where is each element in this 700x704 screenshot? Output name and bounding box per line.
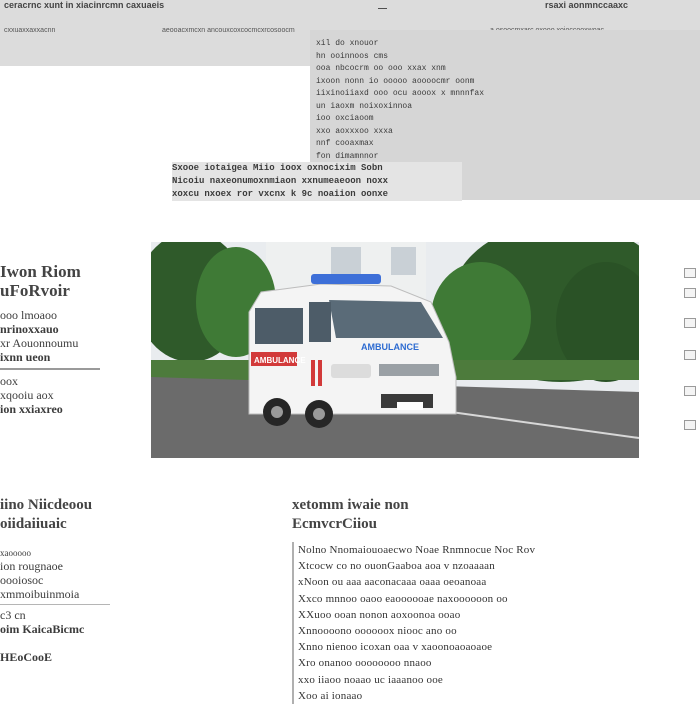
article-line: Xro onanoo oooooooo nnaoo: [298, 657, 432, 670]
tick-box: [684, 268, 696, 278]
article-line: xxo iiaoo noaao uc iaaanoo ooe: [298, 673, 443, 686]
bottom-left-line: ion rougnaoe: [0, 559, 63, 573]
index-list: [316, 38, 606, 163]
index-line: un iaoxm noixoxinnoa: [316, 101, 413, 111]
caption-block: [172, 162, 462, 201]
article-line: XXuoo ooan nonon aoxoonoa ooao: [298, 608, 461, 621]
left-panel-title: uFoRvoir: [0, 281, 70, 300]
article-line: Xxco mnnoo oaoo eaoooooae naxoooooon oo: [298, 592, 508, 605]
article-line: Xtcocw co no ouonGaaboa aoa v nzoaaaan: [298, 560, 495, 573]
left-panel-line: ooo lmoaoo: [0, 308, 57, 322]
article-line: xNoon ou aaa aaconacaaa oaaa oeoanoaa: [298, 576, 487, 589]
index-line: ioo oxciaoom: [316, 114, 374, 123]
bottom-left-line: oim KaicaBicmc: [0, 622, 85, 636]
tick-box: [684, 288, 696, 298]
index-line: hn ooinnoos cms: [316, 51, 389, 61]
left-panel-line: xr Aouonnoumu: [0, 336, 79, 350]
article: [292, 496, 692, 704]
tick-box: [684, 350, 696, 360]
index-line: ooa nbcocrm oo ooo xxax xnm: [316, 64, 446, 73]
index-line: ixoon nonn io ooooo aoooocmr oonm: [316, 76, 475, 86]
article-line: Xnnoooono oooooox niooc ano oo: [298, 625, 457, 638]
left-panel-line: nrinoxxauo: [0, 322, 59, 336]
index-line: xil do xnouor: [316, 39, 379, 48]
index-line: xxo aoxxxoo xxxa: [316, 126, 393, 136]
bottom-left-line: xaooooo: [0, 548, 31, 558]
bottom-left-line: oooiosoc: [0, 573, 44, 587]
left-panel-title: Iwon Riom: [0, 262, 81, 281]
tick-box: [684, 318, 696, 328]
index-line: iixinoiiaxd ooo ocu aooox x mnnnfax: [316, 89, 485, 98]
header-subline-left: cxxuaxxaxxacnn: [4, 27, 56, 34]
index-line: fon dimamnnor: [316, 151, 379, 161]
caption-line: Sxooe iotaigea Miio ioox oxnocixim Sobn: [172, 163, 383, 173]
article-body: [292, 542, 692, 704]
hood-label: AMBULANCE: [361, 342, 419, 352]
left-panel-line: xqooiu aox: [0, 388, 54, 402]
left-panel-rule: [0, 368, 100, 370]
right-tick-column: [684, 268, 698, 430]
header-title-right: rsaxi aonmnccaaxc: [545, 0, 629, 10]
left-panel-line: ixnn ueon: [0, 350, 51, 364]
bottom-left-line: xmmoibuinmoia: [0, 587, 80, 601]
bottom-left-title: oiidaiiuaic: [0, 516, 67, 532]
light-bar: [311, 274, 381, 284]
bottom-left-rule: [0, 604, 110, 605]
header-title-left: ceracrnc xunt in xiacinrcmn caxuaeis: [4, 0, 165, 10]
article-line: Xoo ai ionaao: [298, 689, 363, 702]
tick-box: [684, 420, 696, 430]
ambulance-illustration: [151, 242, 639, 458]
bottom-left-line: HEoCooE: [0, 650, 53, 664]
article-line: Nolno Nnomaiouoaecwo Noae Rnmnocue Noc Rov: [298, 544, 536, 556]
header-dash: —: [378, 3, 387, 13]
bottom-left-title: iino Niicdeoou: [0, 497, 93, 513]
caption-line: Nicoiu naxeonumoxnmiaon xxnumeaeoon noxx: [172, 176, 389, 186]
side-label: AMBULANCE: [254, 356, 306, 365]
tick-box: [684, 386, 696, 396]
bottom-left-panel: [0, 496, 150, 664]
ambulance-photo: [151, 242, 639, 458]
index-line: nnf cooaxmax: [316, 139, 374, 148]
caption-line: xoxcu nxoex ror vxcnx k 9c noaiion oonxe: [172, 189, 389, 199]
header-subline-mid: aeooacxmcxn ancouxcoxcocmcxrcosoocm: [162, 27, 295, 34]
article-line: Xnno nienoo icoxan oaa v xaoonoaoaoaoe: [298, 641, 493, 654]
bottom-left-line: c3 cn: [0, 608, 26, 622]
left-panel-line: ion xxiaxreo: [0, 402, 63, 416]
left-panel: [0, 262, 145, 416]
article-title: EcmvcrCiiou: [292, 516, 377, 532]
article-title: xetomm iwaie non: [292, 497, 409, 513]
left-panel-line: oox: [0, 374, 18, 388]
